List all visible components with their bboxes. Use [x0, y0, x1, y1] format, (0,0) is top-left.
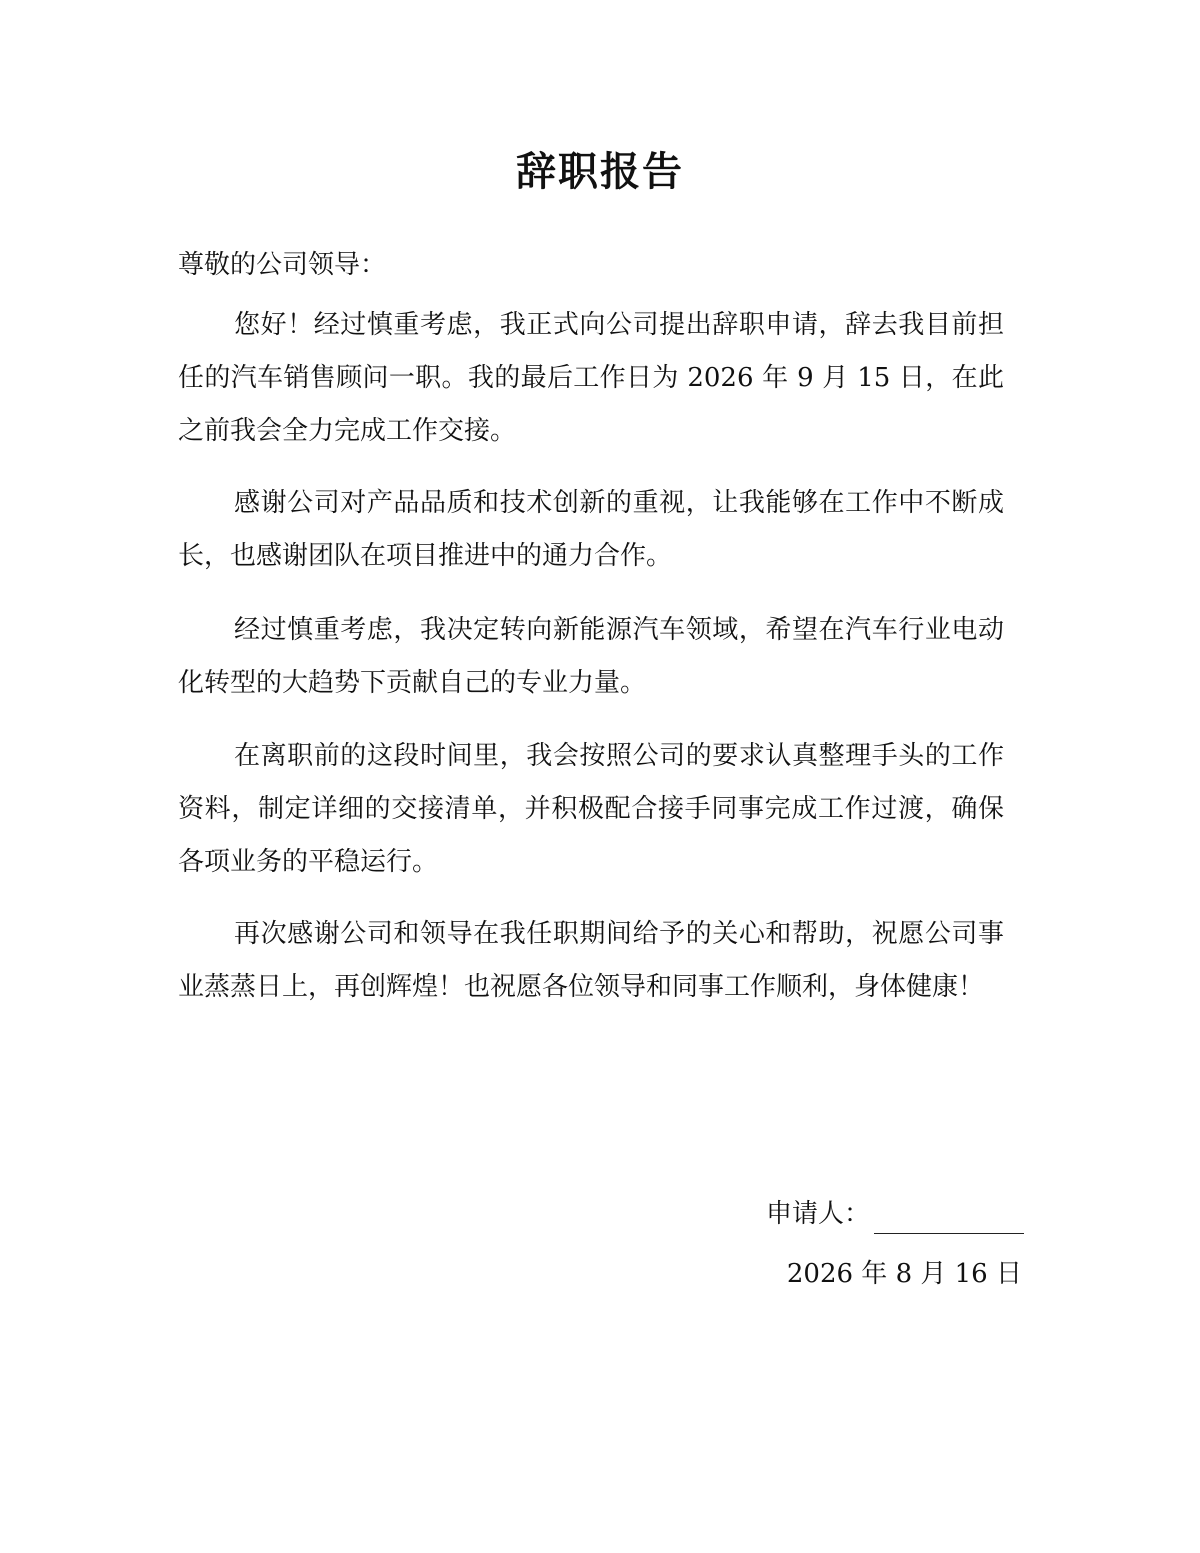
letter-date: 2026 年 8 月 16 日	[786, 1259, 1022, 1289]
paragraph-intro: 您好！经过慎重考虑，我正式向公司提出辞职申请，辞去我目前担任的汽车销售顾问一职。我的最后工作日为 2026 年 9 月 15 日，在此之前我会全力完成工作交接。	[178, 310, 1004, 446]
signature-line	[874, 1203, 1024, 1234]
paragraph-handover: 在离职前的这段时间里，我会按照公司的要求认真整理手头的工作资料，制定详细的交接清单，并积极配合接手同事完成工作过渡，确保各项业务的平稳运行。	[178, 741, 1004, 877]
salutation: 尊敬的公司领导：	[178, 250, 387, 280]
document-title: 辞职报告	[516, 149, 684, 195]
signature-label: 申请人：	[765, 1199, 870, 1229]
paragraph-thanks: 感谢公司对产品品质和技术创新的重视，让我能够在工作中不断成长，也感谢团队在项目推进中的通力合作。	[178, 488, 1004, 571]
signature-block	[766, 1194, 1024, 1234]
paragraph-reason: 经过慎重考虑，我决定转向新能源汽车领域，希望在汽车行业电动化转型的大趋势下贡献自己的专业力量。	[178, 615, 1004, 698]
paragraph-closing: 再次感谢公司和领导在我任职期间给予的关心和帮助，祝愿公司事业蒸蒸日上，再创辉煌！也祝愿各位领导和同事工作顺利，身体健康！	[178, 919, 1004, 1002]
